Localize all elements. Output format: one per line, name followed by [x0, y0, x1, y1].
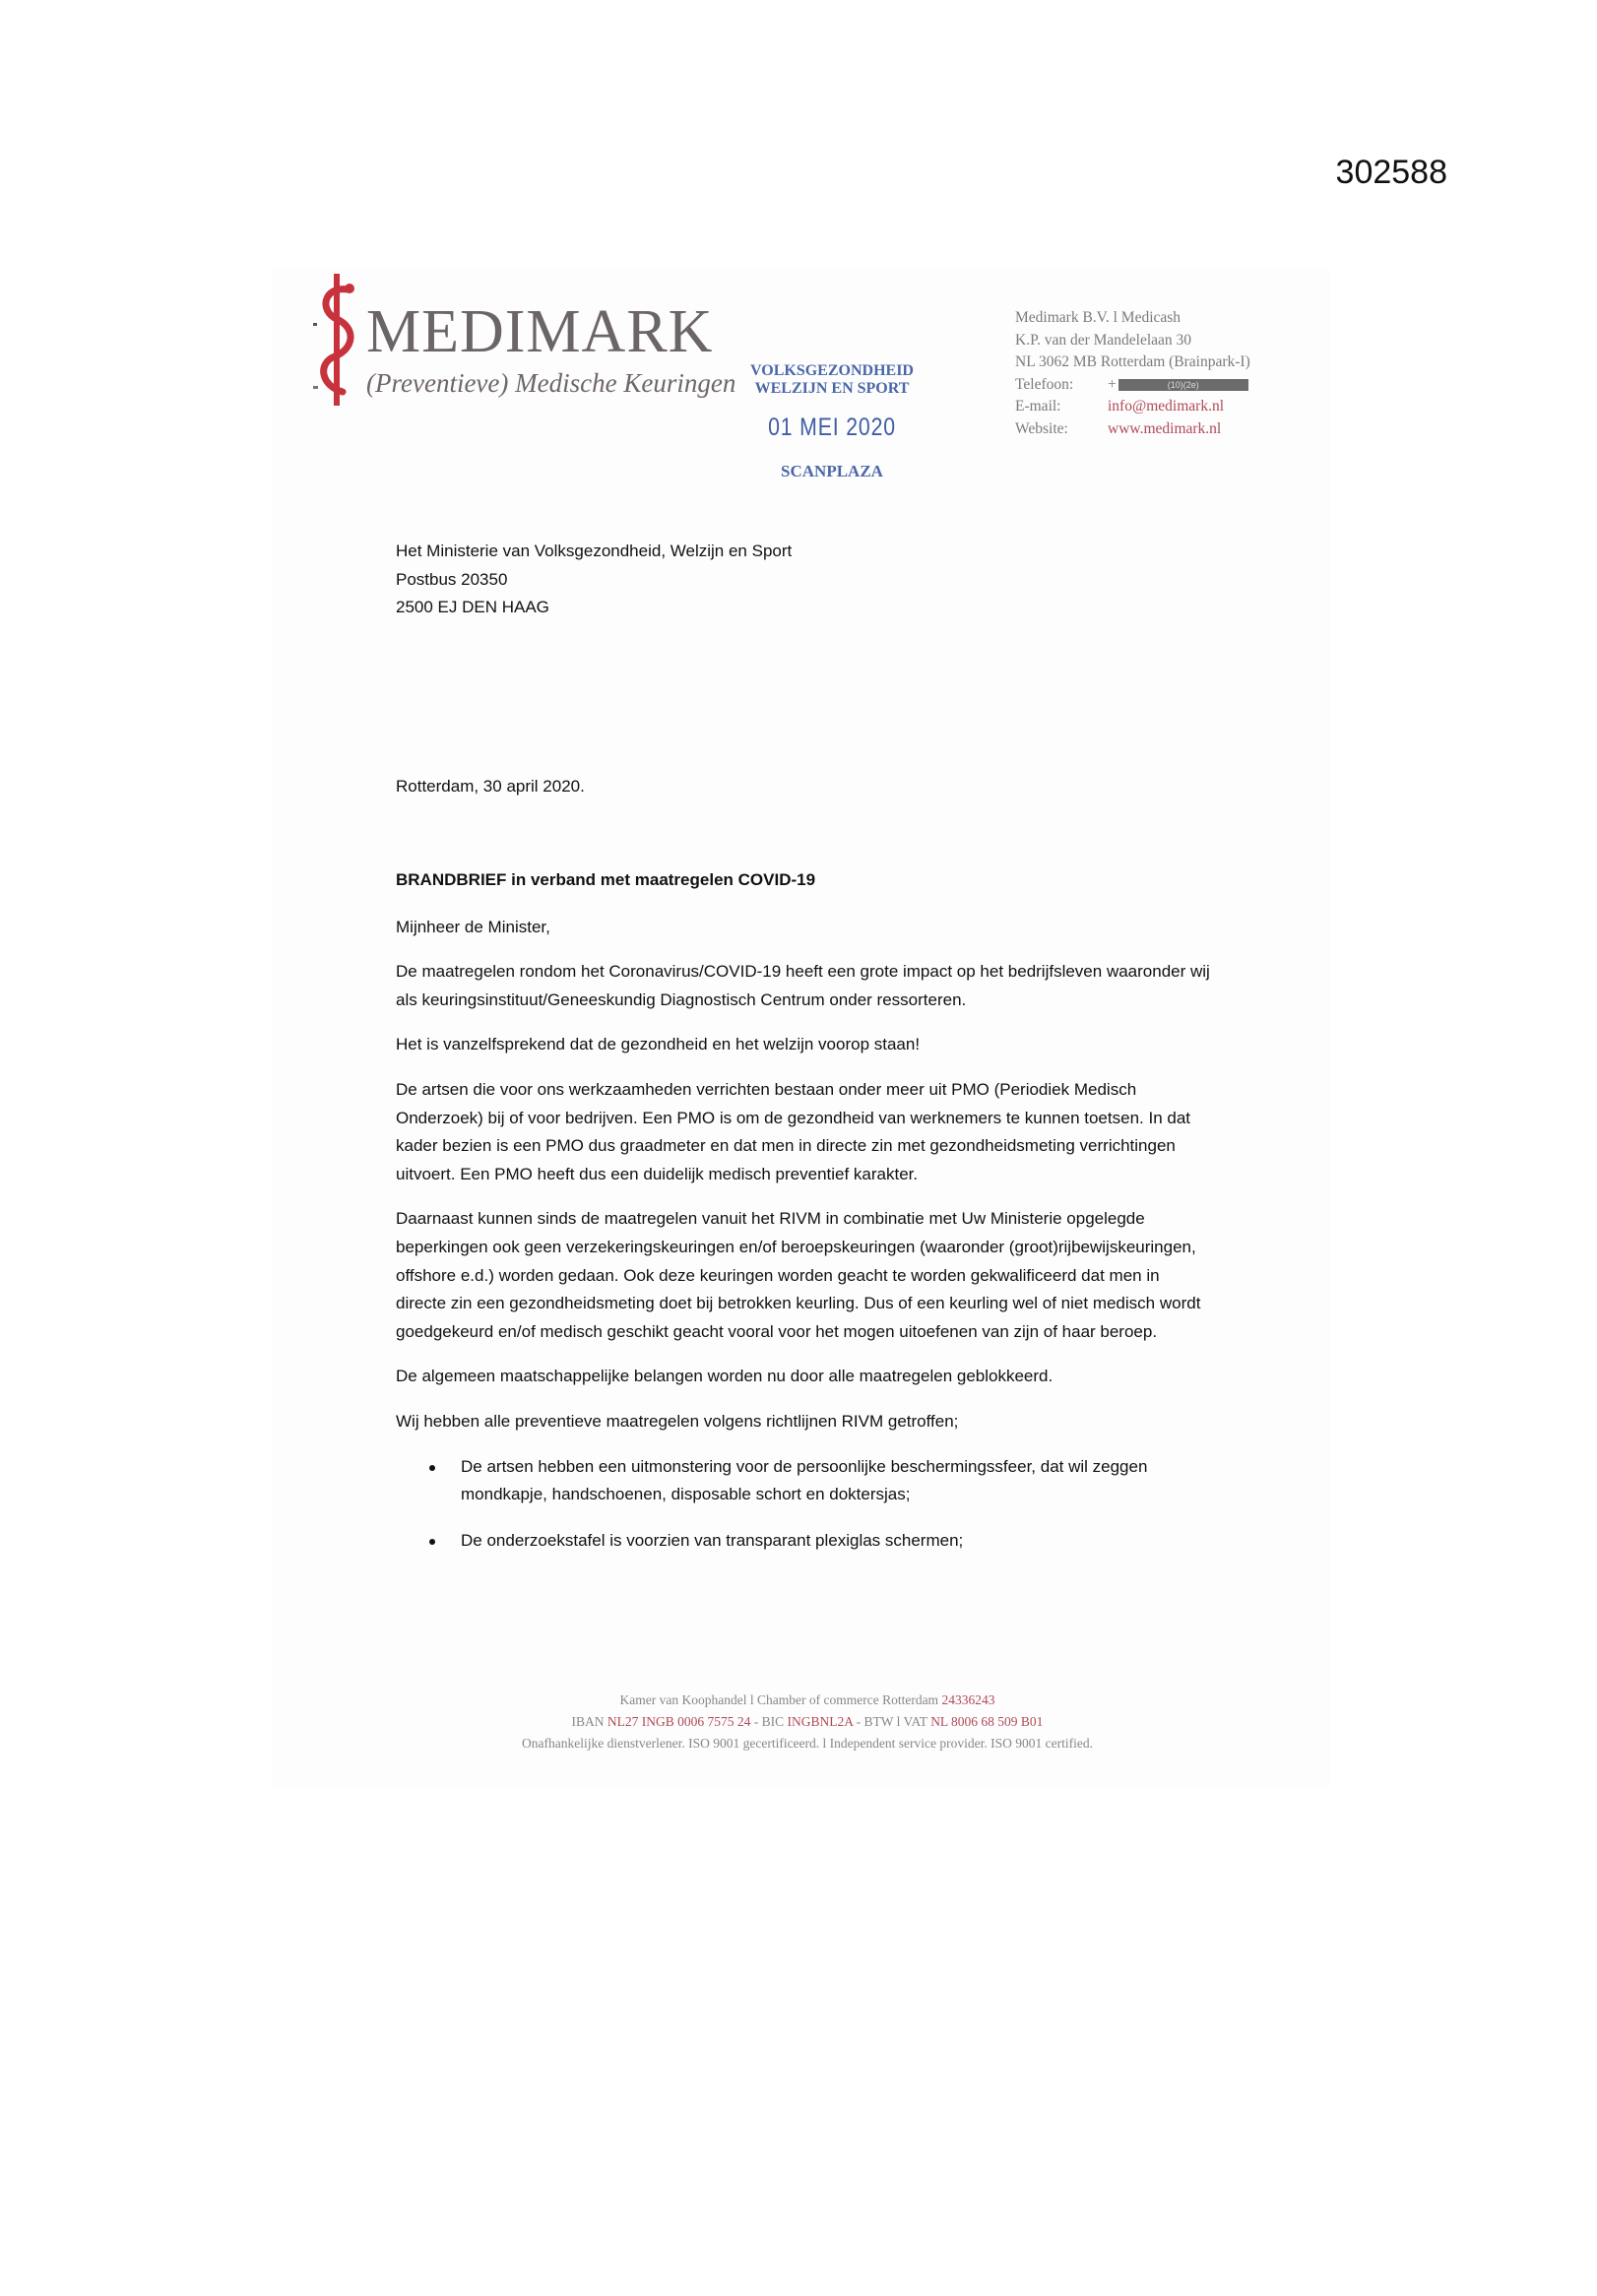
chamber-of-commerce-number: 24336243 — [941, 1692, 995, 1707]
recipient-line-3: 2500 EJ DEN HAAG — [396, 598, 549, 616]
vat-number: NL 8006 68 509 B01 — [930, 1714, 1044, 1729]
recipient-line-2: Postbus 20350 — [396, 569, 508, 589]
bullet-icon — [429, 1465, 435, 1471]
rod-of-asclepius-icon — [313, 272, 362, 410]
vat-label: - BTW l VAT — [856, 1714, 927, 1729]
stamp-place: SCANPLAZA — [781, 462, 883, 480]
company-website-row — [1015, 418, 1250, 441]
website-link[interactable]: www.medimark.nl — [1108, 419, 1222, 437]
stamp-line-1: VOLKSGEZONDHEID — [750, 362, 914, 379]
footer-line-2 — [414, 1711, 1201, 1733]
paragraph-3: De artsen die voor ons werkzaamheden verrichten bestaan onder meer uit PMO (Periodiek Medisch Onderzoek) bij of voor bedrijven. Een PMO is om de gezondheid van werknemers te kunnen toetsen. In dat kader bezien is een PMO dus graadmeter en dat men in directe zin met gezondheidsmeting verrichtingen uitvoert. Een PMO heeft dus een duidelijk medisch preventief karakter. — [396, 1079, 1191, 1183]
company-logo-name: MEDIMARK — [366, 298, 714, 365]
salutation: Mijnheer de Minister, — [396, 917, 550, 936]
list-item-text: De artsen hebben een uitmonstering voor de persoonlijke beschermingssfeer, dat wil zeggen mondkapje, handschoenen, disposable schort en doktersjas; — [461, 1456, 1148, 1504]
website-label: Website: — [1015, 419, 1068, 437]
phone-redaction: (10)(2e) — [1118, 379, 1248, 391]
email-link[interactable]: info@medimark.nl — [1108, 398, 1225, 415]
stamp-date: 01 MEI 2020 — [768, 414, 896, 441]
document-number: 302588 — [1335, 154, 1447, 191]
recipient-address — [396, 538, 792, 622]
company-phone-row — [1015, 374, 1250, 397]
company-street: K.P. van der Mandelelaan 30 — [1015, 331, 1192, 349]
company-contact-block — [1015, 307, 1250, 440]
chamber-of-commerce-label: Kamer van Koophandel l Chamber of commerce Rotterdam — [619, 1692, 939, 1707]
bic-code: INGBNL2A — [787, 1714, 854, 1729]
paragraph-2: Het is vanzelfsprekend dat de gezondheid en het welzijn voorop staan! — [396, 1035, 921, 1054]
bullet-icon — [429, 1539, 435, 1545]
paragraph-6: Wij hebben alle preventieve maatregelen volgens richtlijnen RIVM getroffen; — [396, 1411, 959, 1431]
letter-footer — [414, 1690, 1201, 1754]
iban-number: NL27 INGB 0006 7575 24 — [607, 1714, 751, 1729]
paragraph-4: Daarnaast kunnen sinds de maatregelen vanuit het RIVM in combinatie met Uw Ministerie opgelegde beperkingen ook geen verzekeringskeuringen en/of beroepskeuringen (waaronder (groot)rijbewijskeuringen, offshore e.d.) worden gedaan. Ook deze keuringen worden geacht te worden gekwalificeerd dat men in directe zin een gezondheidsmeting doet bij betrokken keurling. Dus of een keurling wel of niet medisch wordt goedgekeurd en/of medisch geschikt geacht vooral voor het mogen uitoefenen van zijn of haar beroep. — [396, 1209, 1201, 1341]
letter-subject: BRANDBRIEF in verband met maatregelen COVID-19 — [396, 870, 816, 889]
recipient-line-1: Het Ministerie van Volksgezondheid, Welzijn en Sport — [396, 542, 793, 560]
letter-body — [396, 866, 1213, 1572]
phone-prefix: + — [1108, 375, 1117, 393]
company-tagline: (Preventieve) Medische Keuringen — [366, 368, 736, 398]
company-name-line: Medimark B.V. l Medicash — [1015, 309, 1182, 326]
paragraph-1: De maatregelen rondom het Coronavirus/COVID-19 heeft een grote impact op het bedrijfsleven waaronder wij als keuringsinstituut/Geneeskundig Diagnostisch Centrum onder ressorteren. — [396, 962, 1210, 1009]
list-item — [396, 1527, 1213, 1556]
bic-label: - BIC — [753, 1714, 785, 1729]
company-email-row — [1015, 396, 1250, 418]
company-postal: NL 3062 MB Rotterdam (Brainpark-I) — [1015, 353, 1250, 370]
footer-line-3: Onafhankelijke dienstverlener. ISO 9001 gecertificeerd. l Independent service provider. ISO 9001 certified. — [522, 1736, 1093, 1751]
email-label: E-mail: — [1015, 398, 1061, 415]
place-date: Rotterdam, 30 april 2020. — [396, 777, 585, 796]
measures-list — [396, 1453, 1213, 1556]
list-item — [396, 1453, 1213, 1509]
list-item-text: De onderzoekstafel is voorzien van transparant plexiglas schermen; — [461, 1530, 964, 1550]
iban-label: IBAN — [571, 1714, 605, 1729]
received-stamp — [729, 362, 935, 481]
phone-label: Telefoon: — [1015, 375, 1074, 393]
paragraph-5: De algemeen maatschappelijke belangen worden nu door alle maatregelen geblokkeerd. — [396, 1367, 1054, 1386]
stamp-line-2: WELZIJN EN SPORT — [754, 380, 910, 397]
footer-line-1 — [414, 1690, 1201, 1711]
